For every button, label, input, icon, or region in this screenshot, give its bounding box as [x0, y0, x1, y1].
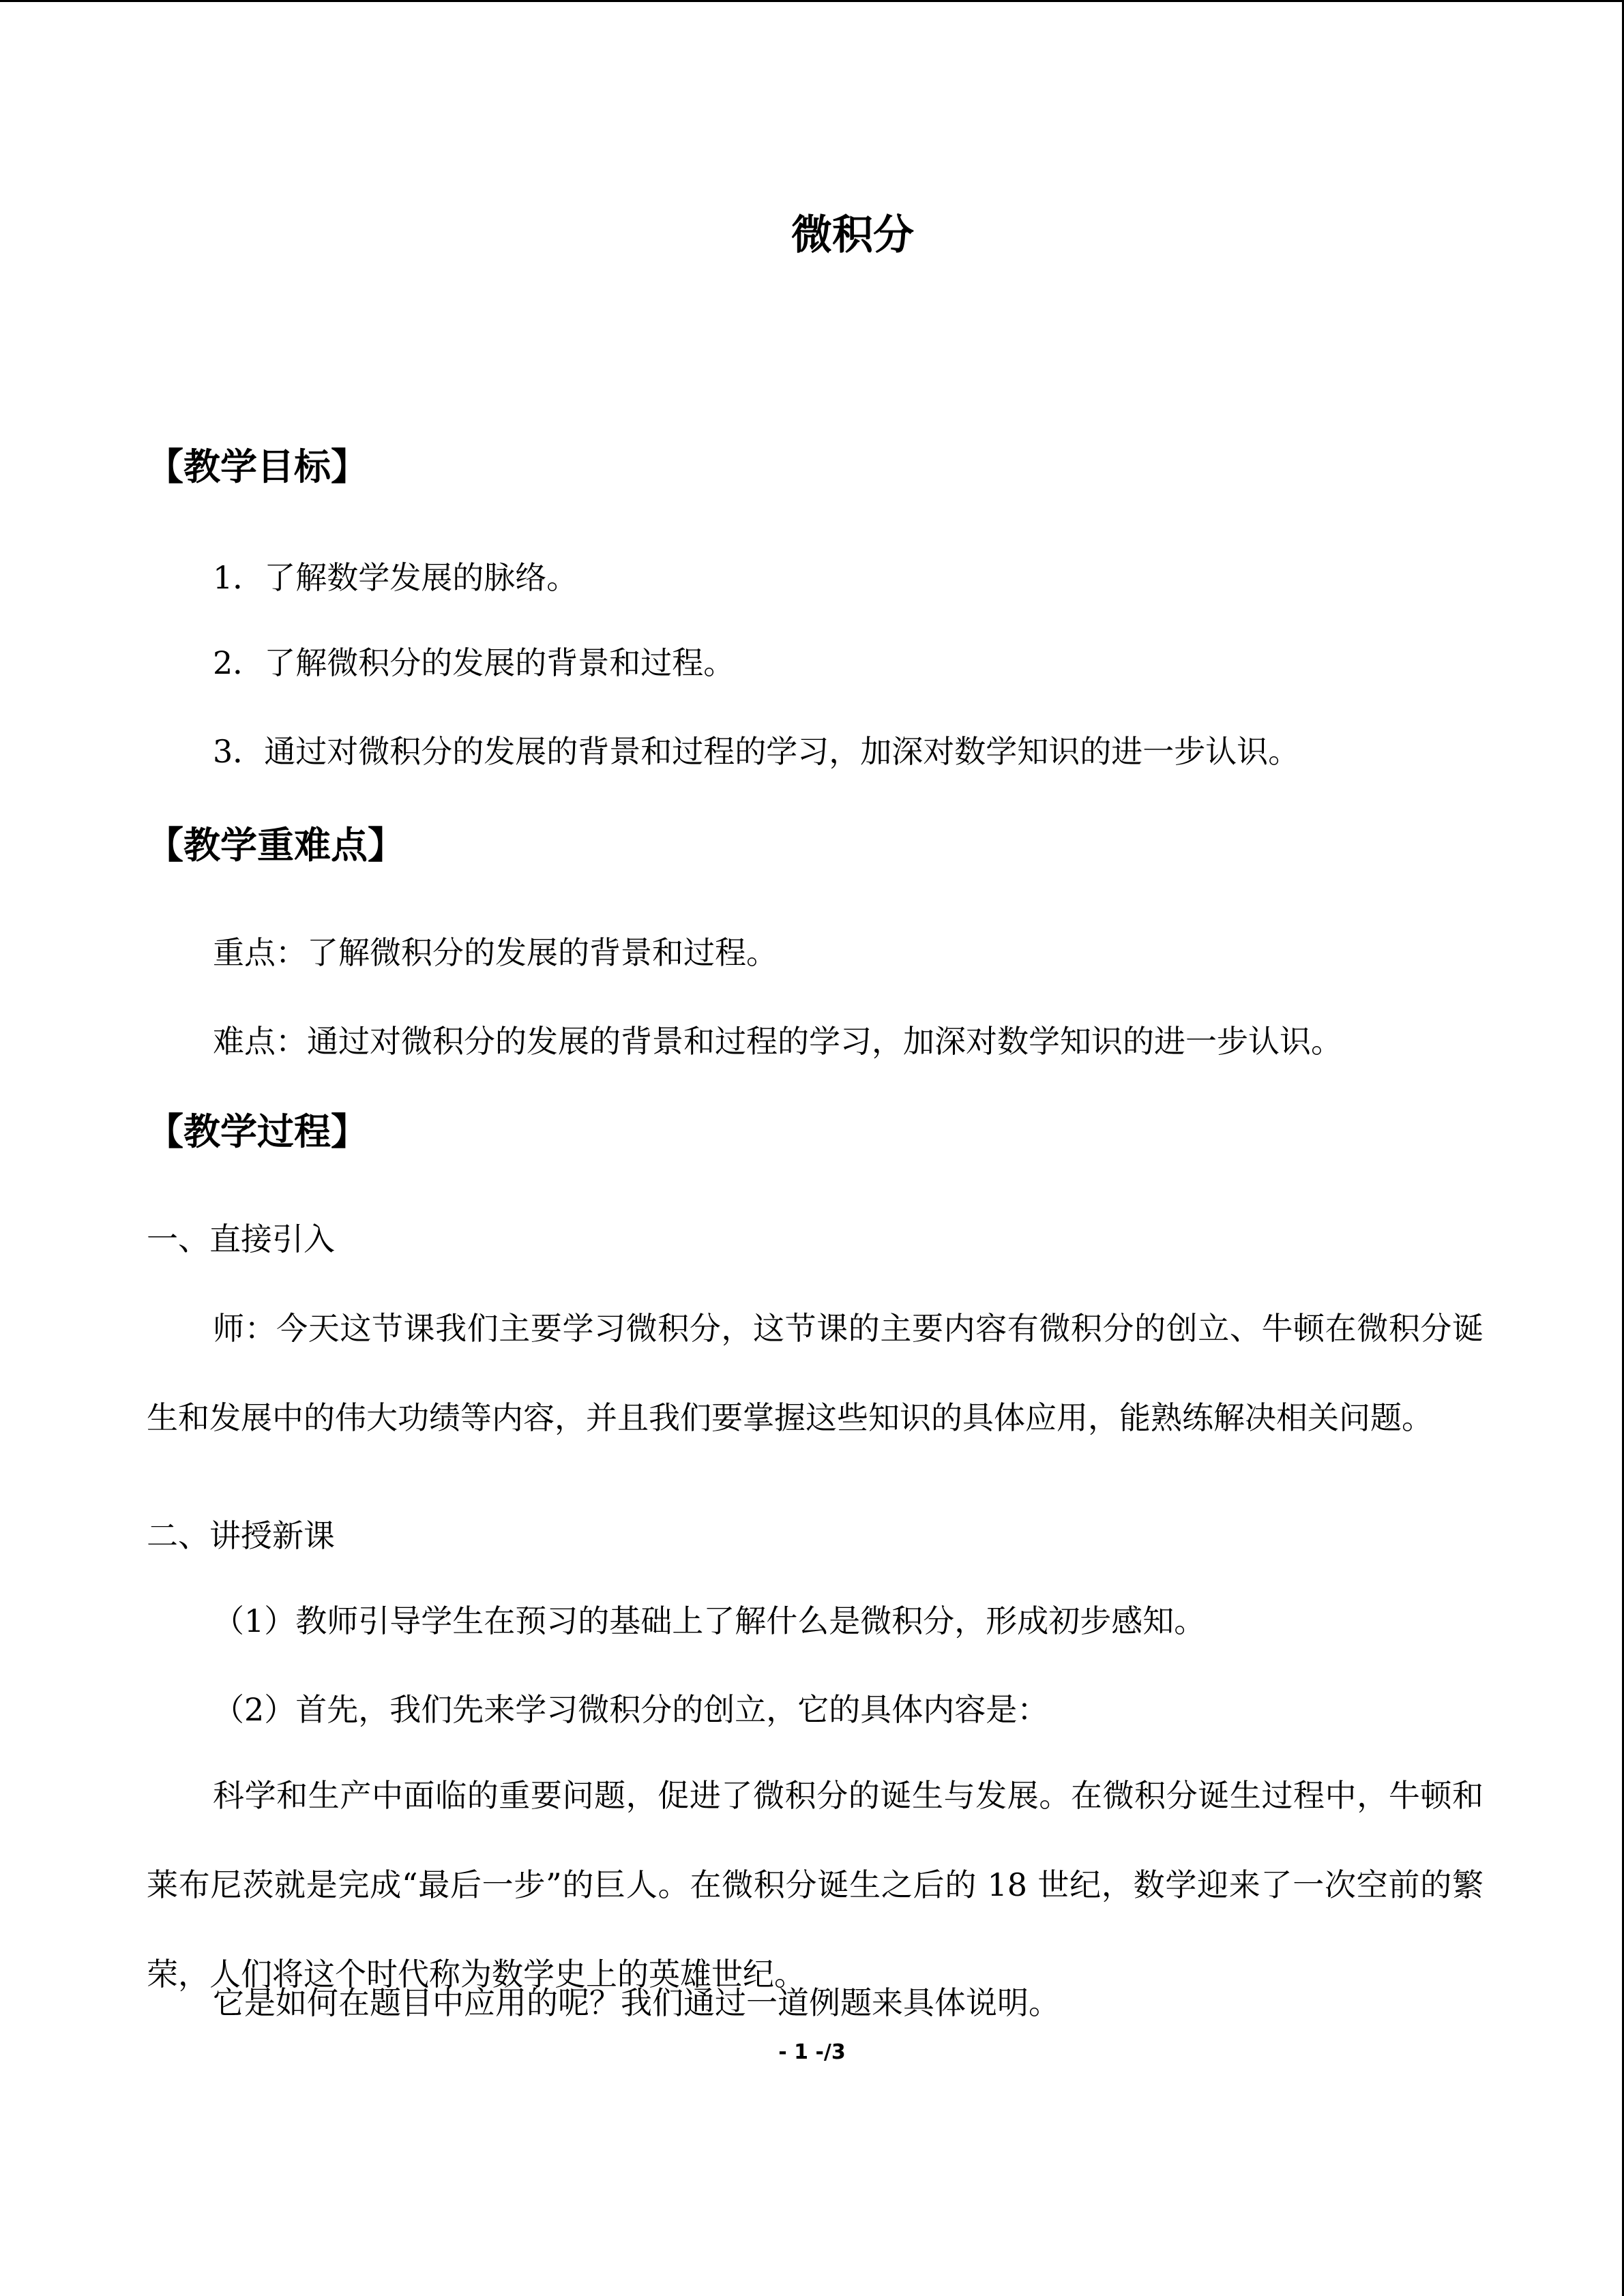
page-number: - 1 -/3 [778, 2040, 846, 2064]
step2-line: （2）首先，我们先来学习微积分的创立，它的具体内容是： [213, 1691, 1049, 1728]
part1-title: 一、直接引入 [147, 1221, 335, 1257]
objective-item-1: 1．了解数学发展的脉络。 [213, 559, 578, 596]
page-title: 微积分 [791, 211, 914, 259]
focus-line: 重点：了解微积分的发展的背景和过程。 [213, 934, 778, 971]
process-heading: 【教学过程】 [147, 1110, 368, 1153]
objective-item-3: 3．通过对微积分的发展的背景和过程的学习，加深对数学知识的进一步认识。 [213, 733, 1300, 770]
objectives-heading: 【教学目标】 [147, 445, 368, 488]
step1-line: （1）教师引导学生在预习的基础上了解什么是微积分，形成初步感知。 [213, 1602, 1206, 1639]
objective-item-2: 2．了解微积分的发展的背景和过程。 [213, 644, 735, 681]
page-border-top [0, 0, 1624, 2]
question-line: 它是如何在题目中应用的呢？我们通过一道例题来具体说明。 [213, 1984, 1060, 2021]
key-points-heading: 【教学重难点】 [147, 824, 404, 867]
part2-title: 二、讲授新课 [147, 1517, 335, 1554]
difficulty-line: 难点：通过对微积分的发展的背景和过程的学习，加深对数学知识的进一步认识。 [213, 1023, 1342, 1060]
part1-paragraph: 师：今天这节课我们主要学习微积分，这节课的主要内容有微积分的创立、牛顿在微积分诞生和发展中的伟大功绩等内容，并且我们要掌握这些知识的具体应用，能熟练解决相关问题。 [147, 1310, 1483, 1436]
content-paragraph: 科学和生产中面临的重要问题，促进了微积分的诞生与发展。在微积分诞生过程中，牛顿和莱布尼茨就是完成“最后一步”的巨人。在微积分诞生之后的 18 世纪，数学迎来了一次空前的繁荣，人们将这个时代称为数学史上的英雄世纪。 [147, 1777, 1483, 1993]
